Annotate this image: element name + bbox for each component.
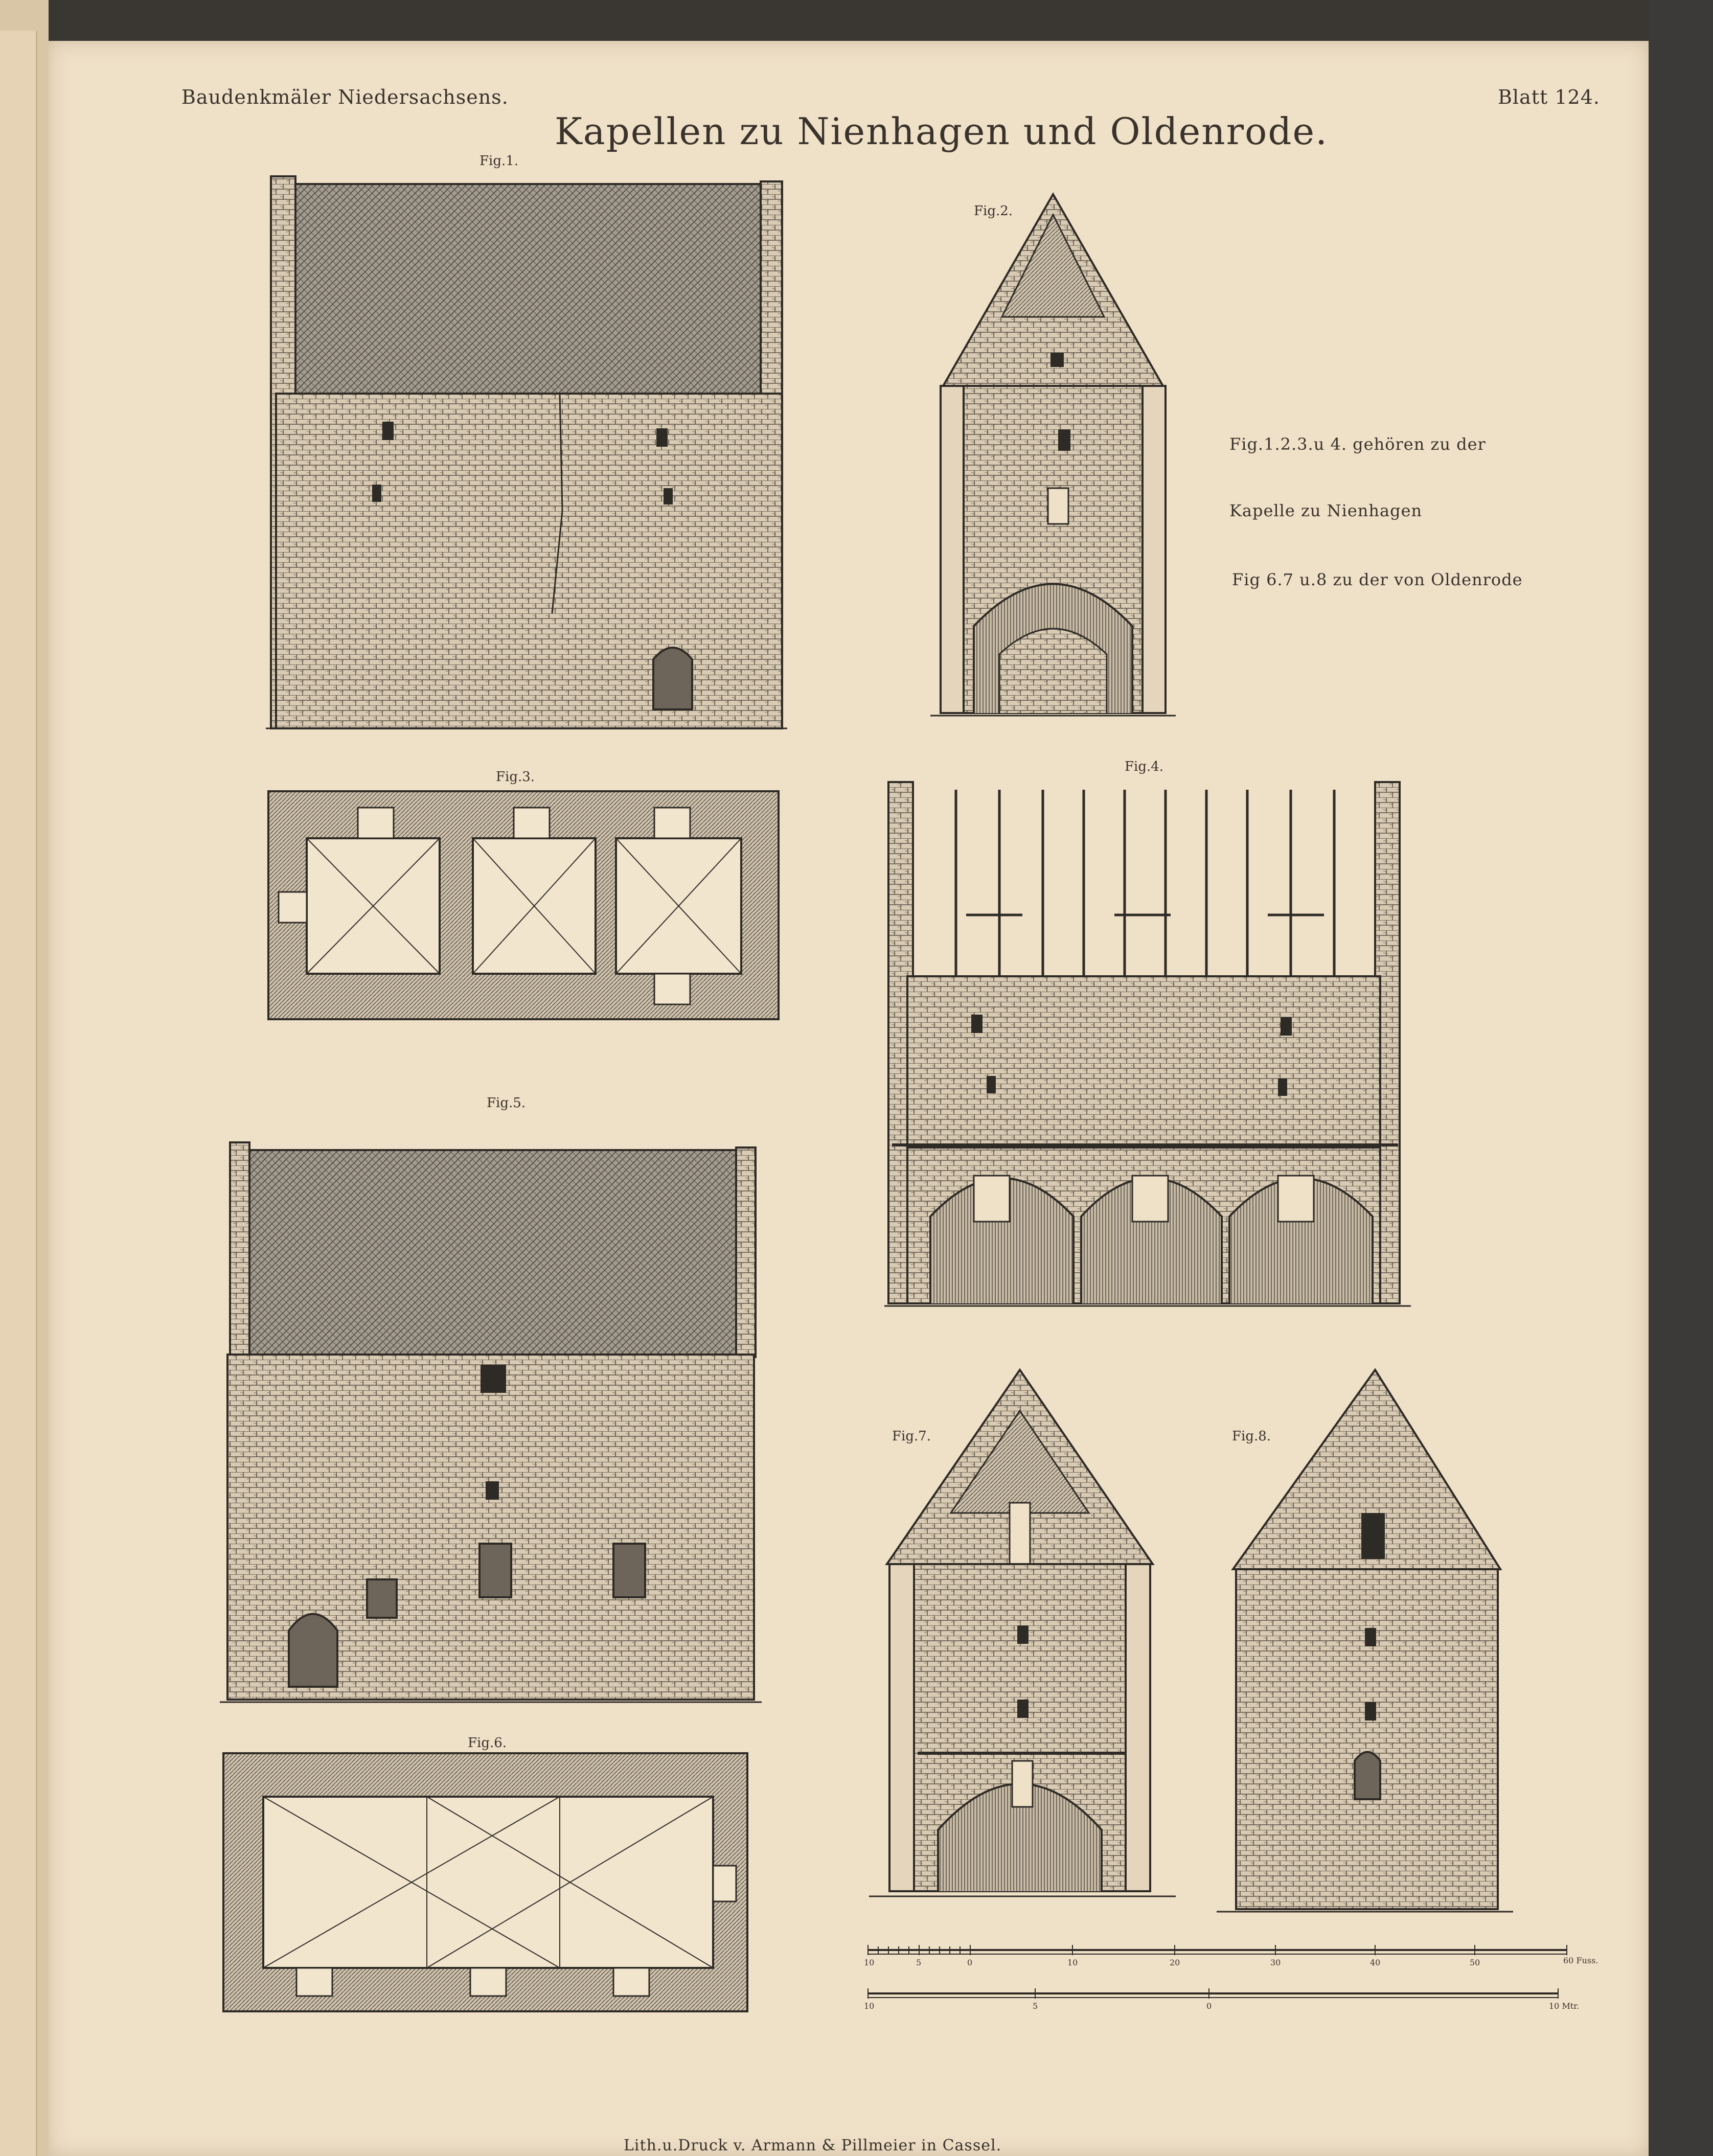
- fig4-section: [884, 782, 1411, 1306]
- scale-feet-label: 0: [967, 1958, 973, 1967]
- scale-meter-label: 0: [1206, 2001, 1212, 2011]
- fig7-section: [869, 1370, 1176, 1896]
- fig2-section: [930, 194, 1176, 716]
- series-title: Baudenkmäler Niedersachsens.: [181, 86, 509, 108]
- fig1-label: Fig.1.: [479, 153, 519, 169]
- scale-meter-label: 10: [864, 2001, 875, 2011]
- fig7-label: Fig.7.: [892, 1429, 931, 1444]
- plate-title: Kapellen zu Nienhagen und Oldenrode.: [555, 110, 1328, 153]
- fig6-plan: [223, 1753, 747, 2011]
- scale-meter-label: 10 Mtr.: [1549, 2001, 1580, 2011]
- scale-feet-label: 60 Fuss.: [1563, 1956, 1598, 1965]
- fig2-label: Fig.2.: [974, 203, 1013, 219]
- fig5-label: Fig.5.: [487, 1095, 526, 1111]
- fig8-elevation: [1217, 1370, 1513, 1912]
- fig8-label: Fig.8.: [1232, 1429, 1271, 1444]
- fig3-label: Fig.3.: [496, 769, 535, 785]
- scale-feet-label: 10: [864, 1958, 875, 1967]
- scale-meter-label: 5: [1033, 2001, 1038, 2011]
- note-oldenrode: Fig 6.7 u.8 zu der von Oldenrode: [1232, 570, 1523, 589]
- plate-number: Blatt 124.: [1498, 86, 1600, 108]
- lithographer-credit: Lith.u.Druck v. Armann & Pillmeier in Cassel.: [624, 2137, 1002, 2154]
- scale-feet-label: 30: [1270, 1958, 1281, 1967]
- note-nienhagen-figures: Fig.1.2.3.u 4. gehören zu der: [1229, 434, 1486, 454]
- scale-feet-label: 10: [1067, 1958, 1078, 1967]
- fig4-label: Fig.4.: [1125, 759, 1164, 774]
- note-nienhagen: Kapelle zu Nienhagen: [1229, 501, 1423, 520]
- scale-feet-label: 20: [1170, 1958, 1180, 1967]
- fig6-label: Fig.6.: [468, 1735, 507, 1751]
- fig5-elevation: [220, 1142, 762, 1702]
- fig1-elevation: [266, 176, 787, 728]
- fig3-plan: [268, 791, 779, 1019]
- scale-feet-label: 50: [1470, 1958, 1480, 1967]
- scale-feet-label: 5: [916, 1958, 922, 1967]
- scale-bars: [868, 1945, 1567, 1999]
- scale-feet-label: 40: [1370, 1958, 1381, 1967]
